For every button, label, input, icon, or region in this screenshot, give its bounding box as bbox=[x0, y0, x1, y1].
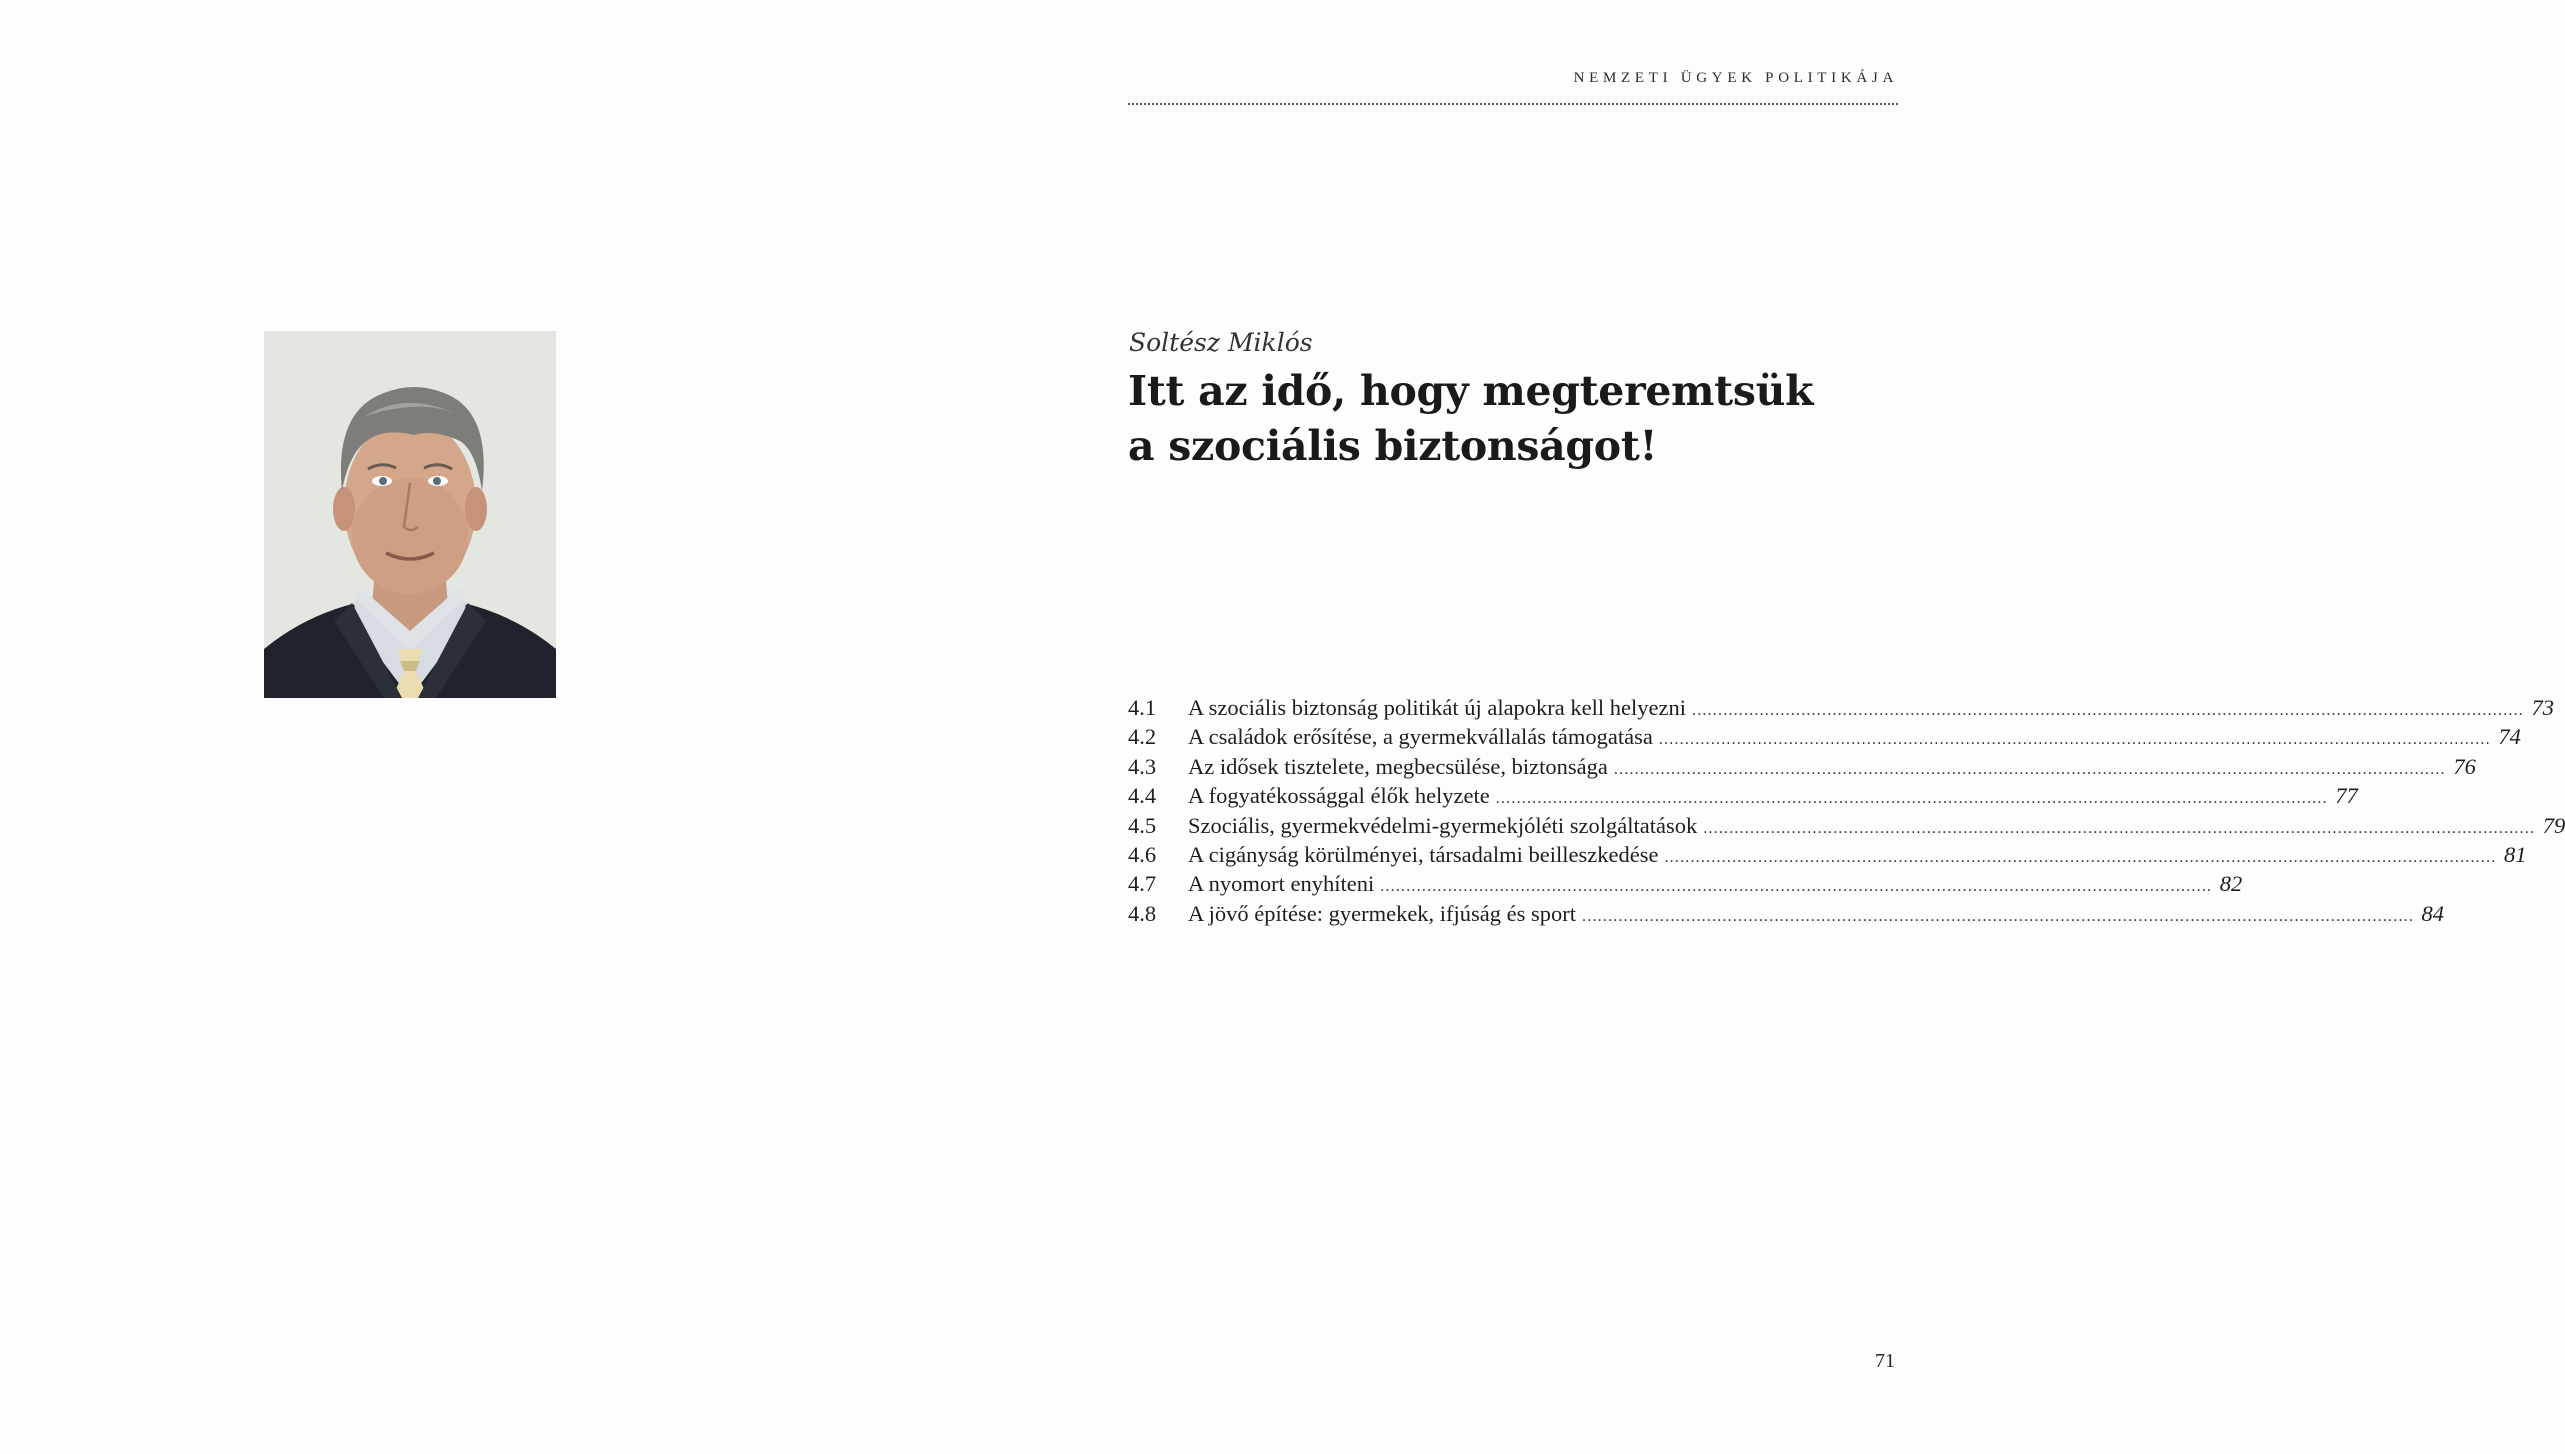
toc-entry-page: 77 bbox=[2335, 783, 2358, 809]
toc-entry-number: 4.3 bbox=[1128, 753, 1157, 779]
toc-dot-leader: ................................................................................................................................................................ bbox=[1495, 790, 2328, 808]
toc-dot-leader: ................................................................................................................................................................ bbox=[1613, 760, 2446, 778]
table-of-contents bbox=[1128, 693, 2565, 928]
toc-entry-number: 4.5 bbox=[1128, 812, 1157, 838]
author-name: Soltész Miklós bbox=[1129, 328, 1313, 357]
toc-entry[interactable] bbox=[1128, 781, 2358, 810]
toc-entry-page: 82 bbox=[2219, 871, 2243, 897]
toc-entry-title: A jövő építése: gyermekek, ifjúság és sport bbox=[1188, 900, 1577, 926]
header-dotted-rule bbox=[1128, 103, 1898, 105]
toc-entry-page: 74 bbox=[2498, 724, 2521, 750]
chapter-title bbox=[1128, 364, 1813, 474]
chapter-title-line-2: a szociális biztonságot! bbox=[1128, 422, 1658, 470]
toc-entry-number: 4.1 bbox=[1128, 695, 1157, 720]
toc-dot-leader: ................................................................................................................................................................ bbox=[1658, 731, 2491, 749]
toc-entry-number: 4.8 bbox=[1128, 900, 1157, 926]
toc-entry-title: Szociális, gyermekvédelmi-gyermekjóléti szolgáltatások bbox=[1188, 812, 1698, 838]
toc-entry[interactable] bbox=[1128, 752, 2476, 781]
toc-dot-leader: ................................................................................................................................................................ bbox=[1380, 878, 2213, 896]
toc-entry[interactable] bbox=[1128, 869, 2243, 898]
toc-dot-leader: ................................................................................................................................................................ bbox=[1703, 819, 2536, 837]
chapter-title-line-1: Itt az idő, hogy megteremtsük bbox=[1128, 367, 1814, 415]
toc-entry[interactable] bbox=[1128, 899, 2445, 928]
toc-entry-title: A nyomort enyhíteni bbox=[1188, 871, 1375, 897]
toc-entry[interactable] bbox=[1128, 840, 2527, 869]
author-photo bbox=[264, 331, 556, 698]
toc-entry-title: A cigányság körülményei, társadalmi beilleszkedése bbox=[1188, 841, 1659, 867]
toc-entry[interactable] bbox=[1128, 722, 2521, 751]
toc-entry-title: A szociális biztonság politikát új alapokra kell helyezni bbox=[1188, 695, 1686, 720]
toc-dot-leader: ................................................................................................................................................................ bbox=[1692, 702, 2524, 719]
toc-entry-page: 84 bbox=[2421, 900, 2445, 926]
running-header: NEMZETI ÜGYEK POLITIKÁJA bbox=[1573, 70, 1898, 86]
toc-entry-number: 4.7 bbox=[1128, 871, 1157, 897]
toc-entry[interactable] bbox=[1128, 811, 2565, 840]
toc-entry-title: A családok erősítése, a gyermekvállalás támogatása bbox=[1188, 724, 1653, 750]
page-number: 71 bbox=[1875, 1350, 1895, 1372]
toc-entry[interactable] bbox=[1128, 693, 2554, 722]
toc-entry-page: 81 bbox=[2503, 841, 2527, 867]
toc-entry-title: A fogyatékossággal élők helyzete bbox=[1188, 783, 1490, 809]
toc-dot-leader: ................................................................................................................................................................ bbox=[1582, 907, 2415, 925]
toc-entry-title: Az idősek tisztelete, megbecsülése, biztonsága bbox=[1188, 753, 1608, 779]
toc-entry-page: 73 bbox=[2531, 695, 2554, 720]
toc-entry-number: 4.4 bbox=[1128, 783, 1157, 809]
toc-entry-page: 76 bbox=[2453, 753, 2476, 779]
toc-entry-number: 4.6 bbox=[1128, 841, 1157, 867]
toc-entry-page: 79 bbox=[2542, 812, 2565, 838]
toc-entry-number: 4.2 bbox=[1128, 724, 1157, 750]
toc-dot-leader: ................................................................................................................................................................ bbox=[1664, 848, 2497, 866]
